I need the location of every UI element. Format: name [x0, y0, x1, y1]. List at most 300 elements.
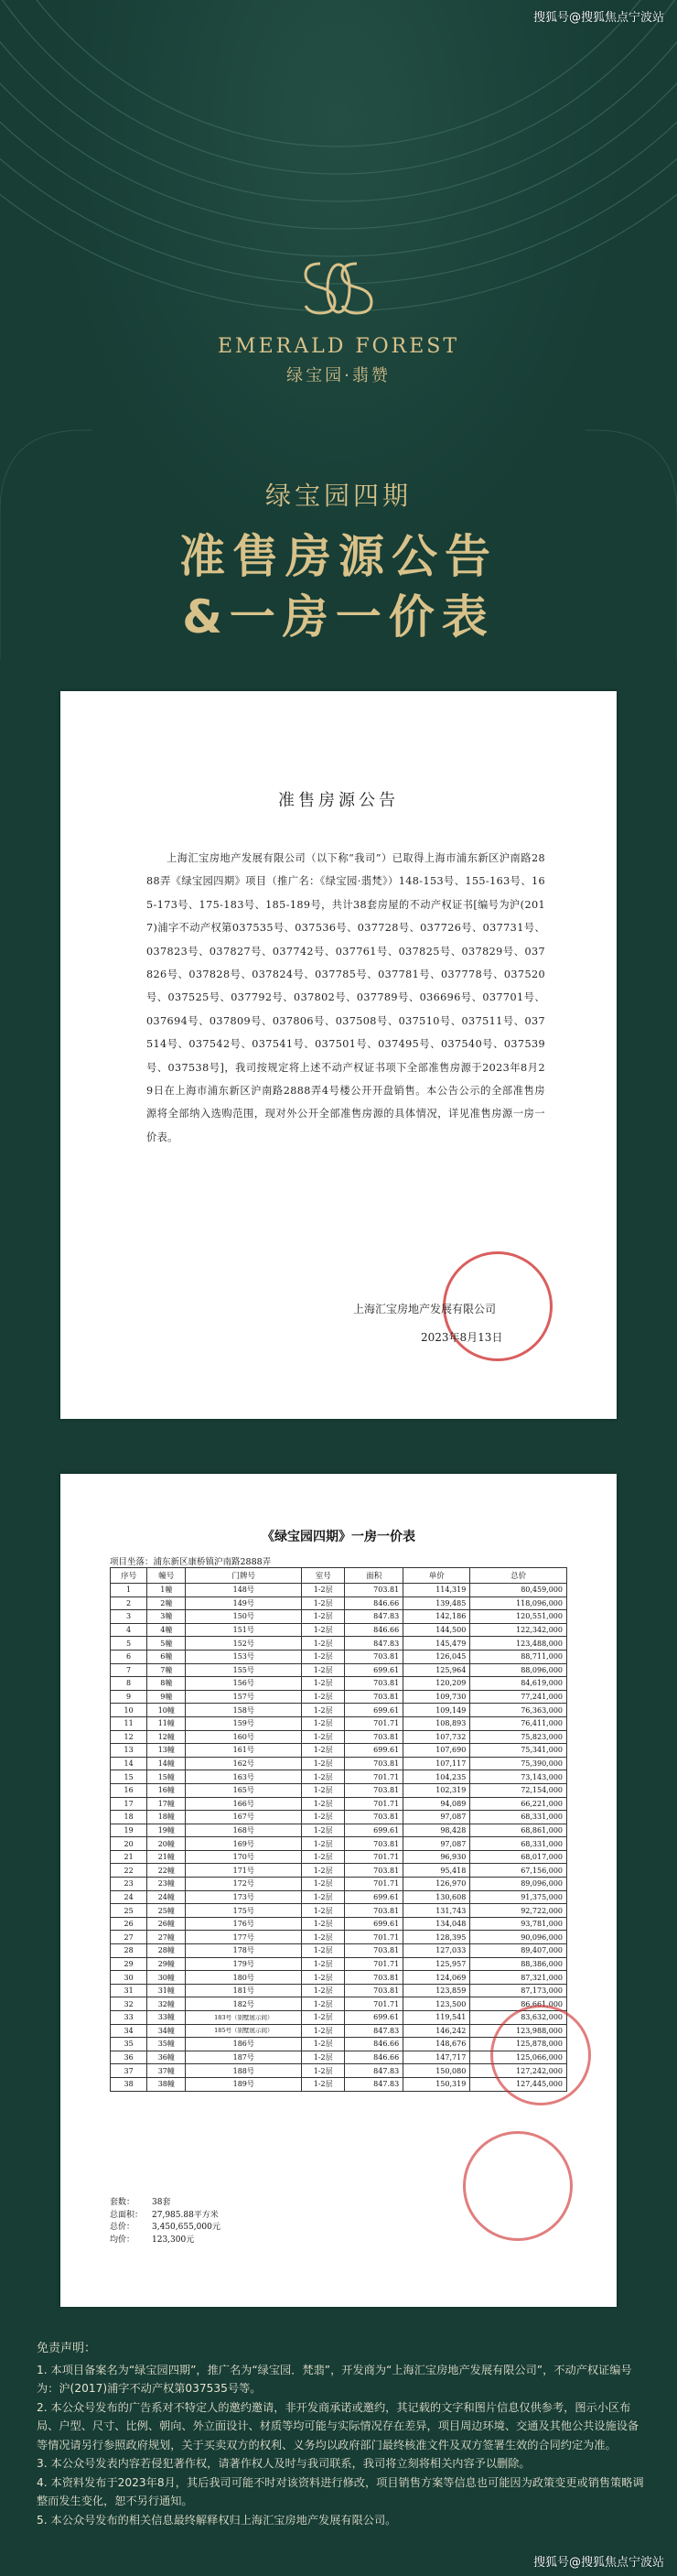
table-cell: 1-2层 [302, 1837, 345, 1851]
table-cell: 1-2层 [302, 2051, 345, 2064]
table-cell: 1-2层 [302, 2077, 345, 2091]
disclaimer [37, 2340, 644, 2529]
table-cell: 10 [111, 1704, 147, 1717]
table-row [111, 1837, 567, 1851]
table-cell: 27 [111, 1931, 147, 1944]
table-cell: 146,242 [403, 2024, 470, 2038]
table-cell: 119,541 [403, 2011, 470, 2025]
table-cell: 1-2层 [302, 1623, 345, 1637]
table-row [111, 1957, 567, 1971]
table-cell: 158号 [186, 1704, 302, 1717]
table-cell: 16幢 [147, 1783, 186, 1797]
table-cell: 162号 [186, 1757, 302, 1770]
table-cell: 21 [111, 1850, 147, 1864]
table-cell: 88,386,000 [470, 1957, 567, 1971]
table-cell: 38 [111, 2077, 147, 2091]
table-cell: 34 [111, 2024, 147, 2038]
price-list-document [60, 1474, 617, 2307]
table-cell: 35幢 [147, 2038, 186, 2051]
table-row [111, 1623, 567, 1637]
table-cell: 77,241,000 [470, 1690, 567, 1704]
header-cell: 单价 [403, 1568, 470, 1584]
table-cell: 703.81 [345, 1904, 403, 1918]
table-cell: 109,149 [403, 1704, 470, 1717]
table-cell: 123,500 [403, 1997, 470, 2011]
price-table-seal-bottom [463, 2131, 573, 2241]
table-cell: 7 [111, 1663, 147, 1677]
table-cell: 178号 [186, 1944, 302, 1958]
table-cell: 187号 [186, 2051, 302, 2064]
table-cell: 701.71 [345, 1878, 403, 1891]
table-cell: 75,341,000 [470, 1744, 567, 1758]
table-cell: 36 [111, 2051, 147, 2064]
table-cell: 703.81 [345, 1690, 403, 1704]
table-cell: 36幢 [147, 2051, 186, 2064]
table-cell: 1-2层 [302, 1850, 345, 1864]
table-row [111, 1931, 567, 1944]
table-cell: 185号（别墅展示间） [186, 2024, 302, 2038]
table-row [111, 1663, 567, 1677]
table-cell: 14幢 [147, 1757, 186, 1770]
table-cell: 14 [111, 1757, 147, 1770]
table-cell: 703.81 [345, 1584, 403, 1597]
table-cell: 27幢 [147, 1931, 186, 1944]
table-cell: 1-2层 [302, 1704, 345, 1717]
table-cell: 1-2层 [302, 1931, 345, 1944]
table-cell: 166号 [186, 1797, 302, 1811]
table-cell: 28幢 [147, 1944, 186, 1958]
table-cell: 699.61 [345, 1824, 403, 1837]
summary-value: 38套 [152, 2198, 171, 2207]
price-table-location: 项目坐落：浦东新区康桥镇沪南路2888弄 [110, 1557, 272, 1567]
table-cell: 1-2层 [302, 1971, 345, 1985]
table-cell: 1幢 [147, 1584, 186, 1597]
table-cell: 847.83 [345, 2077, 403, 2091]
table-cell: 28 [111, 1944, 147, 1958]
table-cell: 68,331,000 [470, 1811, 567, 1824]
table-cell: 8幢 [147, 1677, 186, 1691]
table-cell: 122,342,000 [470, 1623, 567, 1637]
table-cell: 92,722,000 [470, 1904, 567, 1918]
table-row [111, 1971, 567, 1985]
table-cell: 1-2层 [302, 1677, 345, 1691]
table-cell: 176号 [186, 1917, 302, 1931]
notice-signer: 上海汇宝房地产发展有限公司 [353, 1303, 497, 1315]
price-table-title: 《绿宝园四期》一房一价表 [262, 1530, 415, 1544]
table-cell: 17幢 [147, 1797, 186, 1811]
table-cell: 160号 [186, 1730, 302, 1744]
table-cell: 846.66 [345, 2038, 403, 2051]
table-cell: 75,390,000 [470, 1757, 567, 1770]
table-cell: 703.81 [345, 1944, 403, 1958]
table-cell: 168号 [186, 1824, 302, 1837]
table-cell: 33 [111, 2011, 147, 2025]
table-cell: 145,479 [403, 1637, 470, 1651]
price-summary [110, 2197, 384, 2246]
table-cell: 5幢 [147, 1637, 186, 1651]
table-cell: 75,823,000 [470, 1730, 567, 1744]
header-cell: 面积 [345, 1568, 403, 1584]
table-cell: 97,087 [403, 1811, 470, 1824]
table-cell: 4幢 [147, 1623, 186, 1637]
table-cell: 24幢 [147, 1890, 186, 1904]
table-cell: 846.66 [345, 1623, 403, 1637]
table-cell: 181号 [186, 1984, 302, 1997]
table-cell: 84,619,000 [470, 1677, 567, 1691]
table-row [111, 1677, 567, 1691]
table-cell: 10幢 [147, 1704, 186, 1717]
summary-label: 总价： [110, 2223, 135, 2232]
table-cell: 126,970 [403, 1878, 470, 1891]
table-cell: 703.81 [345, 1677, 403, 1691]
table-cell: 153号 [186, 1650, 302, 1663]
table-cell: 189号 [186, 2077, 302, 2091]
disclaimer-item: 4. 本资料发布于2023年8月，其后我司可能不时对该资料进行修改，项目销售方案等信息也可能因为政策变更或销售策略调整而发生变化，恕不另行通知。 [37, 2475, 644, 2507]
summary-value: 3,450,655,000元 [152, 2223, 220, 2232]
table-cell: 25幢 [147, 1904, 186, 1918]
table-cell: 701.71 [345, 1716, 403, 1730]
table-cell: 21幢 [147, 1850, 186, 1864]
table-cell: 87,173,000 [470, 1984, 567, 1997]
table-cell: 16 [111, 1783, 147, 1797]
table-row [111, 1704, 567, 1717]
table-cell: 86,661,000 [470, 1997, 567, 2011]
table-cell: 127,445,000 [470, 2077, 567, 2091]
table-cell: 188号 [186, 2064, 302, 2078]
table-cell: 150,319 [403, 2077, 470, 2091]
table-cell: 159号 [186, 1716, 302, 1730]
notice-date: 2023年8月13日 [421, 1331, 503, 1344]
table-cell: 1 [111, 1584, 147, 1597]
table-cell: 26 [111, 1917, 147, 1931]
disclaimer-title: 免责声明： [37, 2342, 97, 2355]
table-cell: 15幢 [147, 1770, 186, 1784]
table-row [111, 1878, 567, 1891]
table-cell: 29 [111, 1957, 147, 1971]
table-row [111, 1730, 567, 1744]
price-table [110, 1567, 567, 2092]
table-cell: 134,048 [403, 1917, 470, 1931]
table-cell: 1-2层 [302, 1637, 345, 1651]
table-cell: 104,235 [403, 1770, 470, 1784]
table-cell: 124,069 [403, 1971, 470, 1985]
project-name: 绿宝园四期 [264, 481, 412, 511]
table-cell: 73,143,000 [470, 1770, 567, 1784]
table-cell: 102,319 [403, 1783, 470, 1797]
hero-banner [0, 0, 677, 659]
table-cell: 107,690 [403, 1744, 470, 1758]
table-cell: 34幢 [147, 2024, 186, 2038]
table-cell: 701.71 [345, 1997, 403, 2011]
table-cell: 1-2层 [302, 1957, 345, 1971]
table-cell: 6 [111, 1650, 147, 1663]
table-cell: 66,221,000 [470, 1797, 567, 1811]
table-cell: 1-2层 [302, 1730, 345, 1744]
table-row [111, 1890, 567, 1904]
table-cell: 17 [111, 1797, 147, 1811]
table-cell: 37 [111, 2064, 147, 2078]
table-cell: 89,407,000 [470, 1944, 567, 1958]
table-cell: 142,186 [403, 1610, 470, 1624]
table-cell: 1-2层 [302, 1650, 345, 1663]
table-row [111, 1596, 567, 1610]
table-cell: 25 [111, 1904, 147, 1918]
table-cell: 2幢 [147, 1596, 186, 1610]
watermark-bottom: 搜狐号@搜狐焦点宁波站 [532, 2556, 664, 2570]
table-cell: 1-2层 [302, 1984, 345, 1997]
header-cell: 室号 [302, 1568, 345, 1584]
table-cell: 11幢 [147, 1716, 186, 1730]
table-cell: 20幢 [147, 1837, 186, 1851]
notice-title: 准售房源公告 [278, 791, 399, 810]
summary-row [110, 2210, 384, 2223]
summary-value: 27,985.88平方米 [152, 2210, 219, 2220]
table-row [111, 1904, 567, 1918]
table-cell: 120,209 [403, 1677, 470, 1691]
table-row [111, 1783, 567, 1797]
table-cell: 107,732 [403, 1730, 470, 1744]
table-cell: 1-2层 [302, 1690, 345, 1704]
table-cell: 703.81 [345, 1811, 403, 1824]
table-cell: 152号 [186, 1637, 302, 1651]
table-cell: 11 [111, 1716, 147, 1730]
price-table-body [111, 1584, 567, 2092]
table-cell: 699.61 [345, 1704, 403, 1717]
table-cell: 108,893 [403, 1716, 470, 1730]
table-cell: 125,957 [403, 1957, 470, 1971]
table-cell: 13幢 [147, 1744, 186, 1758]
table-cell: 90,096,000 [470, 1931, 567, 1944]
header-cell: 幢号 [147, 1568, 186, 1584]
price-table-header [111, 1568, 567, 1584]
summary-label: 套数： [110, 2198, 135, 2207]
table-cell: 13 [111, 1744, 147, 1758]
table-cell: 170号 [186, 1850, 302, 1864]
table-cell: 76,411,000 [470, 1716, 567, 1730]
disclaimer-item: 5. 本公众号发布的相关信息最终解释权归上海汇宝房地产发展有限公司。 [37, 2513, 397, 2527]
table-cell: 38幢 [147, 2077, 186, 2091]
table-cell: 1-2层 [302, 1917, 345, 1931]
table-cell: 98,428 [403, 1824, 470, 1837]
disclaimer-item: 1. 本项目备案名为“绿宝园四期”，推广名为“绿宝园．梵翡”，开发商为“上海汇宝房地产发展有限公司”，不动产权证编号为：沪(2017)浦字不动产权第037535号等。 [37, 2363, 632, 2395]
table-cell: 1-2层 [302, 1663, 345, 1677]
table-cell: 91,375,000 [470, 1890, 567, 1904]
table-cell: 30 [111, 1971, 147, 1985]
table-cell: 131,743 [403, 1904, 470, 1918]
table-row [111, 1584, 567, 1597]
table-cell: 701.71 [345, 1770, 403, 1784]
table-row [111, 1744, 567, 1758]
table-cell: 12幢 [147, 1730, 186, 1744]
table-cell: 107,117 [403, 1757, 470, 1770]
table-cell: 89,096,000 [470, 1878, 567, 1891]
table-cell: 95,418 [403, 1864, 470, 1878]
table-cell: 172号 [186, 1878, 302, 1891]
table-cell: 1-2层 [302, 1997, 345, 2011]
table-cell: 165号 [186, 1783, 302, 1797]
table-row [111, 1824, 567, 1837]
table-cell: 847.83 [345, 1610, 403, 1624]
table-cell: 1-2层 [302, 1864, 345, 1878]
table-cell: 37幢 [147, 2064, 186, 2078]
table-cell: 15 [111, 1770, 147, 1784]
table-cell: 1-2层 [302, 1824, 345, 1837]
table-cell: 169号 [186, 1837, 302, 1851]
table-row [111, 1637, 567, 1651]
table-cell: 1-2层 [302, 1596, 345, 1610]
table-cell: 80,459,000 [470, 1584, 567, 1597]
notice-body: 上海汇宝房地产发展有限公司（以下称“我司”）已取得上海市浦东新区沪南路2888弄《绿宝园四期》项目（推广名：《绿宝园·翡梵》）148-153号、155-163号、165-173号、175-183号、185-189号，共计38套房屋的不动产权证书[编号为沪(2017)浦字不动产权第037535号、037536号、037728号、037726号、037731号、037823号、037827号、037742号、037761号、037825号、037829号、037826号、037828号、037824号、037785号、037781号、037778号、037520号、037525号、037792号、037802号、037789号、036696号、037701号、037694号、037809号、037806号、037508号、037510号、037511号、037514号、037542号、037541号、037501号、037495号、037540号、037539号、037538号]，我司按规定将上述不动产权证书项下全部准售房源于2023年8月29日在上海市浦东新区沪南路2888弄4号楼公开开盘销售。本公告公示的全部准售房源将全部纳入选购范围，现对外公开全部准售房源的具体情况，详见准售房源一房一价表。 [146, 852, 545, 1143]
table-cell: 18幢 [147, 1811, 186, 1824]
table-cell: 1-2层 [302, 1716, 345, 1730]
summary-row [110, 2197, 384, 2210]
table-cell: 180号 [186, 1971, 302, 1985]
watermark-top: 搜狐号@搜狐焦点宁波站 [532, 11, 664, 25]
table-cell: 109,730 [403, 1690, 470, 1704]
table-cell: 12 [111, 1730, 147, 1744]
table-cell: 20 [111, 1837, 147, 1851]
table-cell: 3 [111, 1610, 147, 1624]
table-cell: 1-2层 [302, 1904, 345, 1918]
table-cell: 123,488,000 [470, 1637, 567, 1651]
table-cell: 76,363,000 [470, 1704, 567, 1717]
table-cell: 22 [111, 1864, 147, 1878]
table-cell: 701.71 [345, 1931, 403, 1944]
table-cell: 148,676 [403, 2038, 470, 2051]
table-cell: 23幢 [147, 1878, 186, 1891]
table-cell: 1-2层 [302, 1797, 345, 1811]
table-cell: 1-2层 [302, 1770, 345, 1784]
table-cell: 1-2层 [302, 1584, 345, 1597]
table-cell: 1-2层 [302, 2038, 345, 2051]
table-cell: 177号 [186, 1931, 302, 1944]
table-cell: 33幢 [147, 2011, 186, 2025]
table-cell: 183号（别墅展示间） [186, 2011, 302, 2025]
table-cell: 24 [111, 1890, 147, 1904]
table-cell: 701.71 [345, 1850, 403, 1864]
table-row [111, 1650, 567, 1663]
table-cell: 175号 [186, 1904, 302, 1918]
table-cell: 149号 [186, 1596, 302, 1610]
table-cell: 114,319 [403, 1584, 470, 1597]
table-cell: 699.61 [345, 1744, 403, 1758]
header-cell: 序号 [111, 1568, 147, 1584]
table-cell: 1-2层 [302, 1944, 345, 1958]
table-cell: 1-2层 [302, 2064, 345, 2078]
table-cell: 173号 [186, 1890, 302, 1904]
table-cell: 699.61 [345, 1917, 403, 1931]
table-cell: 123,988,000 [470, 2024, 567, 2038]
table-cell: 130,608 [403, 1890, 470, 1904]
table-cell: 1-2层 [302, 1783, 345, 1797]
notice-document [60, 691, 617, 1419]
brand-logo [293, 247, 384, 330]
table-cell: 125,964 [403, 1663, 470, 1677]
table-cell: 703.81 [345, 1730, 403, 1744]
table-cell: 171号 [186, 1864, 302, 1878]
table-cell: 847.83 [345, 1637, 403, 1651]
table-cell: 9 [111, 1690, 147, 1704]
table-cell: 155号 [186, 1663, 302, 1677]
table-cell: 703.81 [345, 1783, 403, 1797]
table-row [111, 1864, 567, 1878]
table-cell: 156号 [186, 1677, 302, 1691]
table-cell: 161号 [186, 1744, 302, 1758]
summary-row [110, 2235, 384, 2247]
table-cell: 157号 [186, 1690, 302, 1704]
table-row [111, 2011, 567, 2025]
table-cell: 19 [111, 1824, 147, 1837]
table-cell: 7幢 [147, 1663, 186, 1677]
table-cell: 846.66 [345, 2051, 403, 2064]
table-cell: 67,156,000 [470, 1864, 567, 1878]
table-cell: 1-2层 [302, 1757, 345, 1770]
table-row [111, 1944, 567, 1958]
table-cell: 703.81 [345, 1650, 403, 1663]
table-row [111, 1716, 567, 1730]
table-cell: 72,154,000 [470, 1783, 567, 1797]
table-cell: 87,321,000 [470, 1971, 567, 1985]
table-cell: 94,089 [403, 1797, 470, 1811]
hero-title-line1: 准售房源公告 [179, 530, 498, 583]
table-cell: 118,096,000 [470, 1596, 567, 1610]
table-cell: 150,080 [403, 2064, 470, 2078]
table-cell: 1-2层 [302, 1890, 345, 1904]
table-cell: 125,878,000 [470, 2038, 567, 2051]
table-row [111, 1757, 567, 1770]
table-row [111, 1690, 567, 1704]
table-cell: 35 [111, 2038, 147, 2051]
table-cell: 147,717 [403, 2051, 470, 2064]
table-row [111, 1917, 567, 1931]
price-table-seal-right [490, 2005, 591, 2105]
table-cell: 32 [111, 1997, 147, 2011]
table-cell: 703.81 [345, 1864, 403, 1878]
table-cell: 29幢 [147, 1957, 186, 1971]
table-row [111, 1984, 567, 1997]
table-cell: 23 [111, 1878, 147, 1891]
table-cell: 182号 [186, 1997, 302, 2011]
table-row [111, 1797, 567, 1811]
table-row [111, 1811, 567, 1824]
summary-label: 均价： [110, 2235, 135, 2245]
table-cell: 1-2层 [302, 1744, 345, 1758]
table-cell: 701.71 [345, 1957, 403, 1971]
table-cell: 699.61 [345, 1890, 403, 1904]
table-cell: 126,045 [403, 1650, 470, 1663]
table-cell: 68,861,000 [470, 1824, 567, 1837]
table-cell: 2 [111, 1596, 147, 1610]
table-cell: 83,632,000 [470, 2011, 567, 2025]
table-cell: 125,066,000 [470, 2051, 567, 2064]
table-cell: 1-2层 [302, 2024, 345, 2038]
table-cell: 144,500 [403, 1623, 470, 1637]
table-cell: 3幢 [147, 1610, 186, 1624]
table-cell: 148号 [186, 1584, 302, 1597]
table-cell: 127,033 [403, 1944, 470, 1958]
table-cell: 701.71 [345, 1797, 403, 1811]
table-row [111, 1850, 567, 1864]
table-cell: 93,781,000 [470, 1917, 567, 1931]
table-cell: 151号 [186, 1623, 302, 1637]
table-cell: 127,242,000 [470, 2064, 567, 2078]
table-cell: 167号 [186, 1811, 302, 1824]
table-cell: 703.81 [345, 1971, 403, 1985]
table-cell: 120,551,000 [470, 1610, 567, 1624]
table-cell: 847.83 [345, 2064, 403, 2078]
table-cell: 1-2层 [302, 2011, 345, 2025]
disclaimer-items [37, 2361, 644, 2530]
